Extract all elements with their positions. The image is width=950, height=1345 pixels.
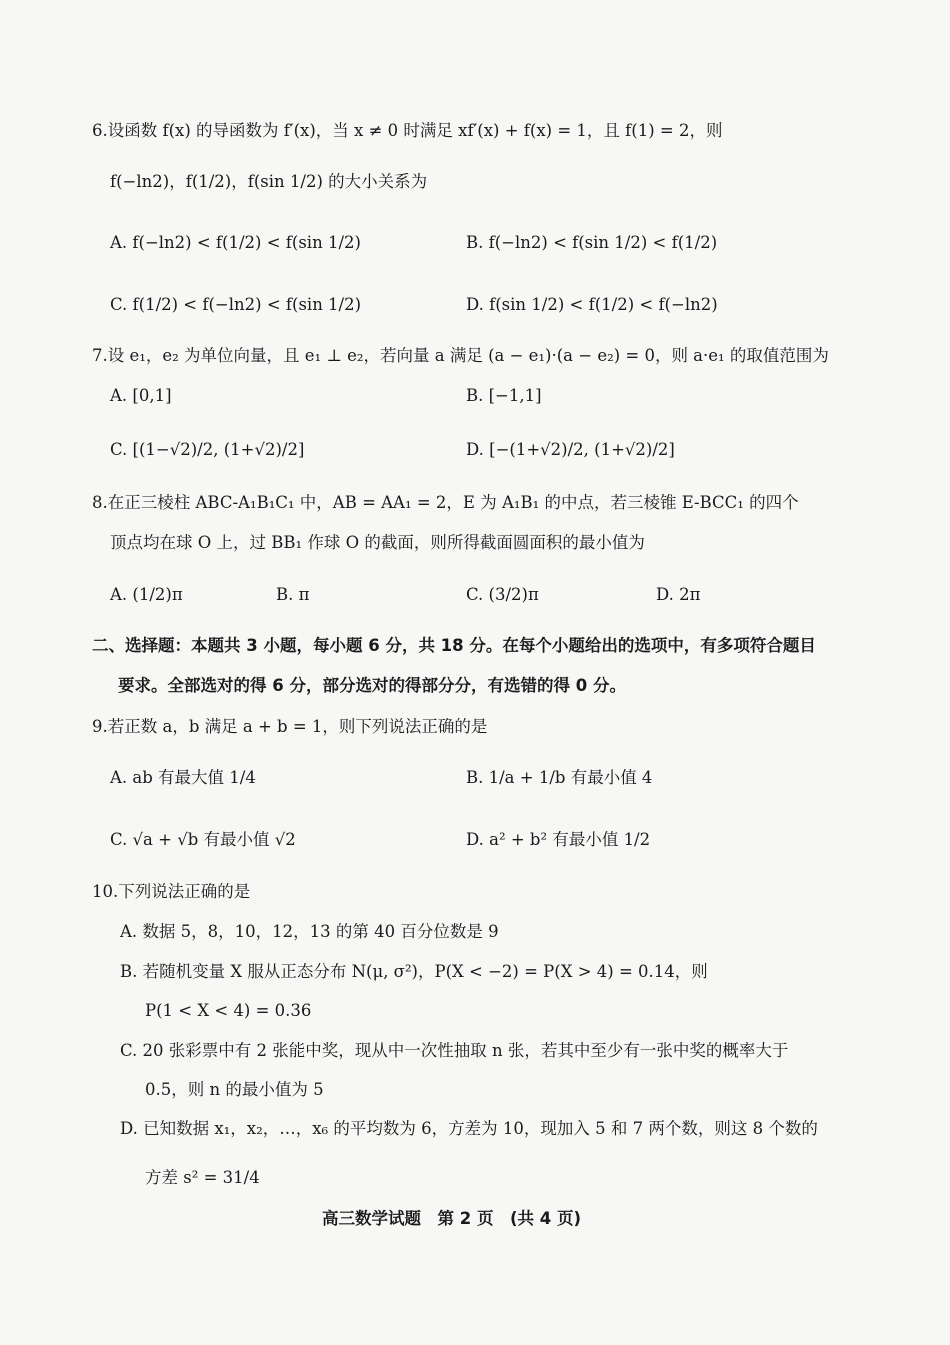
q8-option-b: B. π xyxy=(276,585,310,604)
q8-option-d: D. 2π xyxy=(656,585,701,604)
q9-option-a: A. ab 有最大值 1/4 xyxy=(110,768,256,787)
q9-stem: 9.若正数 a，b 满足 a + b = 1，则下列说法正确的是 xyxy=(92,717,488,736)
q10-option-d-line-2: 方差 s² = 31/4 xyxy=(145,1168,260,1187)
q8-option-c: C. (3/2)π xyxy=(466,585,539,604)
q7-option-c: C. [(1−√2)/2, (1+√2)/2] xyxy=(110,440,305,459)
page-footer: 高三数学试题 第 2 页 (共 4 页) xyxy=(322,1209,582,1228)
q10-option-d-line-1: D. 已知数据 x₁，x₂，…，x₆ 的平均数为 6，方差为 10，现加入 5 和 7 两个数，则这 8 个数的 xyxy=(120,1119,818,1138)
q6-option-c: C. f(1/2) < f(−ln2) < f(sin 1/2) xyxy=(110,295,362,314)
q10-option-b-line-1: B. 若随机变量 X 服从正态分布 N(μ, σ²)，P(X < −2) = P(X > 4) = 0.14，则 xyxy=(120,962,708,981)
q6-option-d: D. f(sin 1/2) < f(1/2) < f(−ln2) xyxy=(466,295,718,314)
q6-stem-line-1: 6.设函数 f(x) 的导函数为 f′(x)，当 x ≠ 0 时满足 xf′(x) + f(x) = 1，且 f(1) = 2，则 xyxy=(92,121,723,140)
q10-stem: 10.下列说法正确的是 xyxy=(92,882,251,901)
q10-option-b-line-2: P(1 < X < 4) = 0.36 xyxy=(145,1001,312,1020)
section2-heading-line-2: 要求。全部选对的得 6 分，部分选对的得部分分，有选错的得 0 分。 xyxy=(118,676,626,695)
q9-option-d: D. a² + b² 有最小值 1/2 xyxy=(466,830,651,849)
q6-stem-line-2: f(−ln2)，f(1/2)，f(sin 1/2) 的大小关系为 xyxy=(110,172,428,191)
q7-option-d: D. [−(1+√2)/2, (1+√2)/2] xyxy=(466,440,675,459)
q10-option-c-line-2: 0.5，则 n 的最小值为 5 xyxy=(145,1080,324,1099)
q10-option-a: A. 数据 5，8，10，12，13 的第 40 百分位数是 9 xyxy=(120,922,499,941)
q7-stem: 7.设 e₁，e₂ 为单位向量，且 e₁ ⊥ e₂，若向量 a 满足 (a − e₁)·(a − e₂) = 0，则 a·e₁ 的取值范围为 xyxy=(92,346,829,365)
q10-option-c-line-1: C. 20 张彩票中有 2 张能中奖，现从中一次性抽取 n 张，若其中至少有一张中奖的概率大于 xyxy=(120,1041,789,1060)
q8-option-a: A. (1/2)π xyxy=(110,585,183,604)
q8-stem-line-2: 顶点均在球 O 上，过 BB₁ 作球 O 的截面，则所得截面圆面积的最小值为 xyxy=(110,533,645,552)
q7-option-b: B. [−1,1] xyxy=(466,386,542,405)
q6-option-a: A. f(−ln2) < f(1/2) < f(sin 1/2) xyxy=(110,233,361,252)
q6-option-b: B. f(−ln2) < f(sin 1/2) < f(1/2) xyxy=(466,233,718,252)
q8-stem-line-1: 8.在正三棱柱 ABC-A₁B₁C₁ 中，AB = AA₁ = 2，E 为 A₁B₁ 的中点，若三棱锥 E-BCC₁ 的四个 xyxy=(92,493,799,512)
q7-option-a: A. [0,1] xyxy=(110,386,172,405)
q9-option-c: C. √a + √b 有最小值 √2 xyxy=(110,830,296,849)
q9-option-b: B. 1/a + 1/b 有最小值 4 xyxy=(466,768,653,787)
section2-heading-line-1: 二、选择题：本题共 3 小题，每小题 6 分，共 18 分。在每个小题给出的选项中，有多项符合题目 xyxy=(92,636,816,655)
